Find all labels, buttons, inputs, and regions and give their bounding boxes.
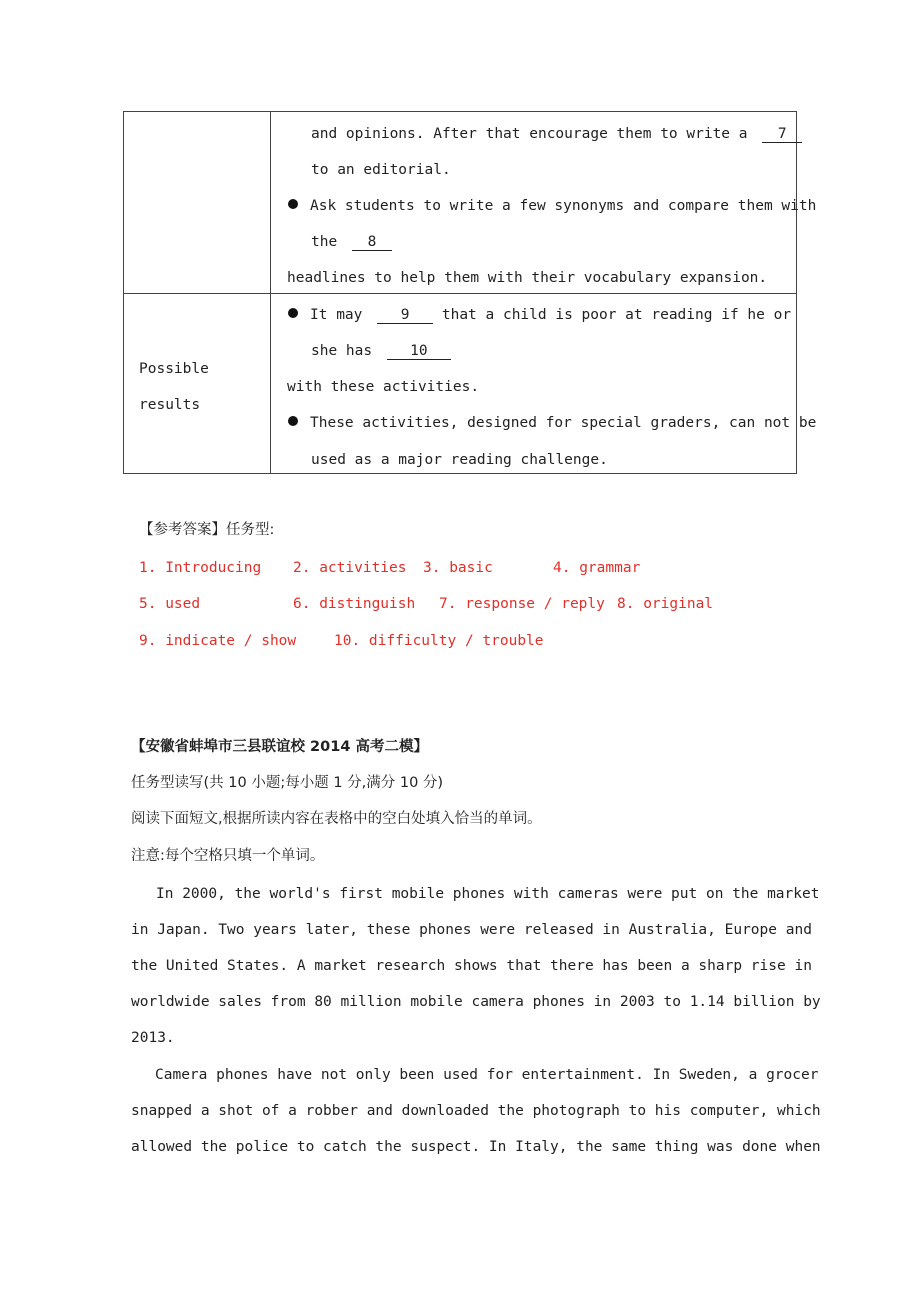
- passage-p1-line-5: 2013.: [131, 1030, 175, 1046]
- passage-p2-line-2: snapped a shot of a robber and downloaded the photograph to his computer, which: [131, 1103, 821, 1119]
- answer-8: 8. original: [617, 596, 714, 612]
- results-label: results: [139, 397, 201, 413]
- passage-p1-line-2: in Japan. Two years later, these phones were released in Australia, Europe and: [131, 922, 812, 938]
- answer-10: 10. difficulty / trouble: [334, 633, 544, 649]
- blank-7[interactable]: 7: [762, 125, 802, 143]
- possible-label: Possible: [139, 361, 209, 377]
- answer-6: 6. distinguish: [293, 596, 416, 612]
- answer-9: 9. indicate / show: [139, 633, 297, 649]
- bullet-icon: [288, 308, 298, 318]
- answer-2: 2. activities: [293, 560, 407, 576]
- passage-p1-line-1: In 2000, the world's first mobile phones with cameras were put on the market: [156, 886, 820, 902]
- section-title: 【安徽省蚌埠市三县联谊校 2014 高考二模】: [131, 739, 428, 755]
- passage-p2-line-1: Camera phones have not only been used for entertainment. In Sweden, a grocer: [155, 1067, 819, 1083]
- table-bottom-line-3: with these activities.: [287, 379, 480, 395]
- table-top-line-2: to an editorial.: [311, 162, 451, 178]
- blank-9[interactable]: 9: [377, 306, 433, 324]
- answer-key-heading: 【参考答案】任务型:: [139, 522, 275, 538]
- table-top-line-4: the 8: [311, 232, 392, 252]
- table-row-divider: [124, 293, 796, 294]
- passage-p1-line-3: the United States. A market research shows that there has been a sharp rise in: [131, 958, 812, 974]
- answer-5: 5. used: [139, 596, 201, 612]
- bullet-icon: [288, 416, 298, 426]
- table-top-line-5: headlines to help them with their vocabulary expansion.: [287, 270, 768, 286]
- answer-3: 3. basic: [423, 560, 493, 576]
- table-bottom-line-1: It may 9 that a child is poor at reading if he or: [288, 305, 791, 325]
- blank-10[interactable]: 10: [387, 342, 451, 360]
- section-instruction-2: 阅读下面短文,根据所读内容在表格中的空白处填入恰当的单词。: [131, 811, 542, 827]
- table-top-line-1: and opinions. After that encourage them to write a 7: [311, 124, 802, 144]
- table-bottom-line-2: she has 10: [311, 341, 451, 361]
- answer-1: 1. Introducing: [139, 560, 262, 576]
- answer-4: 4. grammar: [553, 560, 641, 576]
- blank-8[interactable]: 8: [352, 233, 392, 251]
- section-instruction-1: 任务型读写(共 10 小题;每小题 1 分,满分 10 分): [131, 775, 444, 791]
- passage-p2-line-3: allowed the police to catch the suspect. In Italy, the same thing was done when: [131, 1139, 821, 1155]
- task-table: [123, 111, 817, 474]
- table-bottom-line-5: used as a major reading challenge.: [311, 452, 608, 468]
- section-instruction-3: 注意:每个空格只填一个单词。: [131, 848, 325, 864]
- bullet-icon: [288, 199, 298, 209]
- table-bottom-line-4: These activities, designed for special graders, can not be: [288, 413, 816, 433]
- passage-p1-line-4: worldwide sales from 80 million mobile camera phones in 2003 to 1.14 billion by: [131, 994, 821, 1010]
- answer-7: 7. response / reply: [439, 596, 605, 612]
- table-top-line-3: Ask students to write a few synonyms and compare them with: [288, 196, 816, 216]
